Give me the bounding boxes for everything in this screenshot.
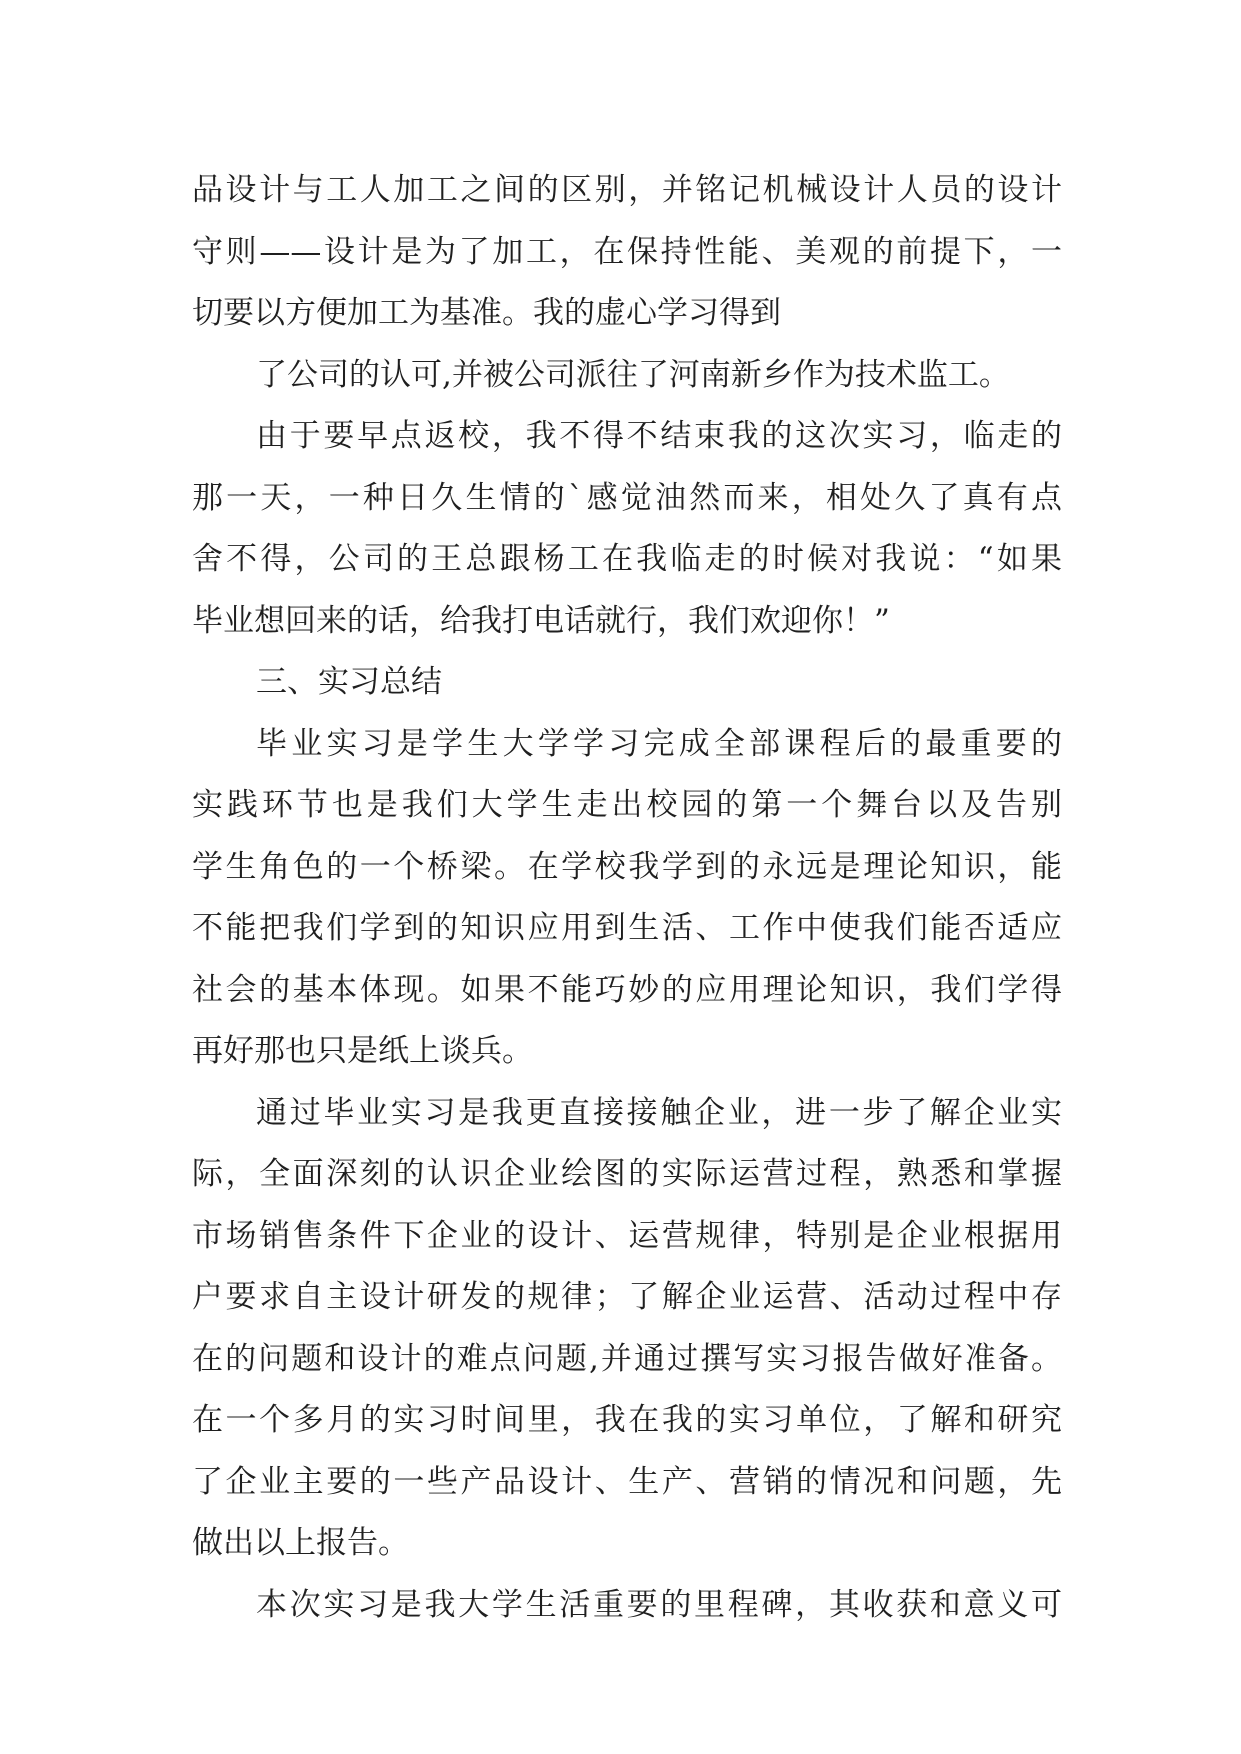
text-line: 通过毕业实习是我更直接接触企业，进一步了解企业实 [256,1094,1062,1131]
text-line: 三、实习总结 [256,664,442,700]
text-line: 在的问题和设计的难点问题,并通过撰写实习报告做好准备。 [192,1340,1062,1377]
text-line: 际，全面深刻的认识企业绘图的实际运营过程，熟悉和掌握 [192,1156,1062,1192]
text-line: 在一个多月的实习时间里，我在我的实习单位，了解和研究 [192,1402,1062,1438]
text-line: 品设计与工人加工之间的区别，并铭记机械设计人员的设计 [192,172,1062,208]
text-line: 再好那也只是纸上谈兵。 [192,1033,533,1069]
text-line: 毕业实习是学生大学学习完成全部课程后的最重要的 [256,725,1062,762]
text-line: 做出以上报告。 [192,1525,409,1561]
text-line: 切要以方便加工为基准。我的虚心学习得到 [192,295,781,331]
text-line: 学生角色的一个桥梁。在学校我学到的永远是理论知识，能 [192,848,1062,885]
text-line: 了公司的认可,并被公司派往了河南新乡作为技术监工。 [256,356,1010,393]
text-line: 守则——设计是为了加工，在保持性能、美观的前提下，一 [192,233,1062,270]
text-line: 社会的基本体现。如果不能巧妙的应用理论知识，我们学得 [192,971,1062,1008]
text-line: 本次实习是我大学生活重要的里程碑，其收获和意义可 [256,1586,1062,1623]
text-line: 市场销售条件下企业的设计、运营规律，特别是企业根据用 [192,1217,1062,1254]
text-line: 不能把我们学到的知识应用到生活、工作中使我们能否适应 [192,910,1062,946]
text-line: 毕业想回来的话，给我打电话就行，我们欢迎你！” [192,602,890,639]
text-line: 了企业主要的一些产品设计、生产、营销的情况和问题，先 [192,1463,1062,1500]
text-line: 户要求自主设计研发的规律；了解企业运营、活动过程中存 [192,1279,1062,1315]
text-line: 那一天，一种日久生情的`感觉油然而来，相处久了真有点 [192,479,1062,516]
text-line: 由于要早点返校，我不得不结束我的这次实习，临走的 [256,418,1062,454]
text-line: 舍不得，公司的王总跟杨工在我临走的时候对我说：“如果 [192,541,1062,577]
document-body [192,160,1062,1636]
text-line: 实践环节也是我们大学生走出校园的第一个舞台以及告别 [192,787,1062,823]
